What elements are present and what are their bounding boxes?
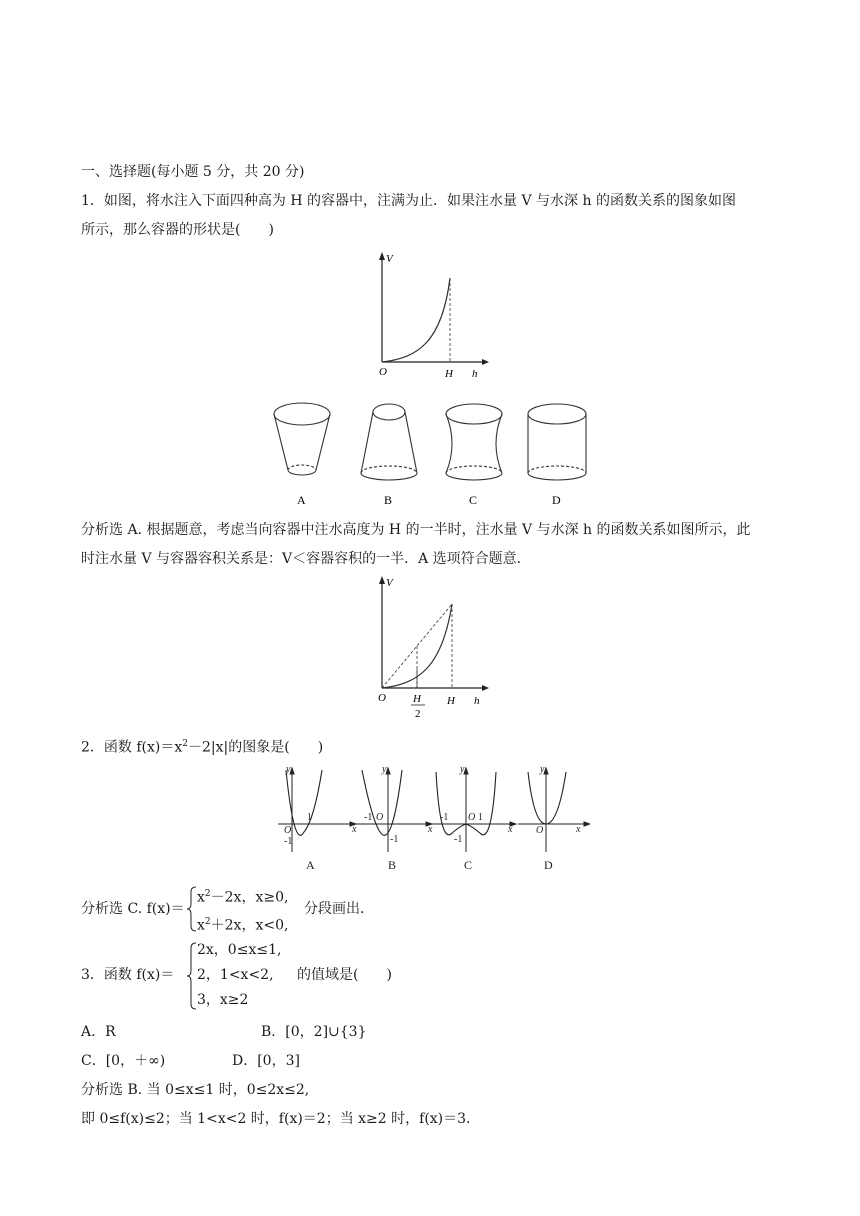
q3-prefix: 3．函数 f(x)＝	[81, 967, 175, 983]
q3-case2: 2，1<x<2,	[197, 967, 274, 983]
graph-d-x: x	[576, 824, 581, 835]
graph-a-x: x	[352, 824, 357, 835]
tick-label-h-max: H	[447, 695, 455, 707]
graph-label-a: A	[306, 858, 315, 872]
graph-b-t2: -1	[390, 834, 399, 845]
graph-c-o: O	[468, 812, 476, 823]
q3-analysis-line1: 分析选 B. 当 0≤x≤1 时，0≤2x≤2,	[81, 1082, 310, 1098]
container-label-b: B	[384, 493, 393, 507]
axis-label-h: h	[474, 695, 480, 707]
origin-label: O	[378, 692, 386, 704]
graph-d-y: y	[540, 764, 545, 775]
graph-c-x: x	[508, 824, 513, 835]
graph-c-y: y	[460, 764, 465, 775]
q3-option-b: B．[0，2]∪{3}	[261, 1024, 367, 1040]
axis-label-v: V	[386, 253, 393, 265]
q1-stem-line1: 1．如图，将水注入下面四种高为 H 的容器中，注满为止．如果注水量 V 与水深 h 的函数关系的图象如图	[81, 193, 736, 209]
graph-a-t2: -1	[284, 836, 293, 847]
q1-graph	[370, 250, 490, 380]
section-title: 一、选择题(每小题 5 分，共 20 分)	[81, 164, 305, 180]
graph-c-t1: -1	[440, 812, 449, 823]
half-h-denominator: 2	[415, 708, 421, 720]
q2-analysis-suffix: 分段画出．	[304, 901, 374, 917]
q3-option-a: A．R	[81, 1024, 116, 1040]
graph-a-o: O	[284, 825, 292, 836]
q2-analysis-prefix: 分析选 C. f(x)＝	[81, 901, 185, 917]
origin-label: O	[379, 366, 387, 378]
container-c	[446, 404, 502, 480]
q1-analysis-line1: 分析选 A. 根据题意，考虑当向容器中注水高度为 H 的一半时，注水量 V 与水深 h 的函数关系如图所示，此	[81, 522, 751, 538]
graph-b-o: O	[376, 812, 384, 823]
graph-label-c: C	[464, 858, 473, 872]
graph-b-x: x	[428, 824, 433, 835]
tick-label-h-max: H	[445, 368, 453, 380]
q3-option-d: D．[0，3]	[232, 1053, 300, 1069]
graph-a-t1: 1	[307, 812, 312, 823]
graph-d-o: O	[536, 825, 544, 836]
graph-label-b: B	[388, 858, 397, 872]
container-label-d: D	[552, 493, 561, 507]
q1-stem-line2: 所示，那么容器的形状是( )	[81, 222, 274, 238]
container-label-a: A	[297, 493, 306, 507]
graph-b-t1: -1	[364, 812, 373, 823]
graph-c-t3: -1	[454, 834, 463, 845]
q3-case1: 2x，0≤x≤1,	[197, 942, 282, 958]
q1-containers	[268, 398, 598, 510]
graph-label-d: D	[544, 858, 553, 872]
q2-stem: 2．函数 $f(x)=x^2-2|x|$的图象是( )	[81, 739, 324, 756]
axis-label-v: V	[386, 577, 393, 589]
q1-analysis-graph	[370, 574, 490, 722]
volume-curve	[382, 278, 450, 362]
container-b	[361, 404, 417, 480]
q2-graphs	[270, 762, 590, 874]
container-d	[528, 404, 586, 480]
graph-b-y: y	[382, 764, 387, 775]
axis-label-h: h	[472, 368, 478, 380]
q2-case1: $x^2-2x$，x≥0,	[197, 889, 289, 906]
q3-suffix: 的值域是( )	[297, 967, 392, 983]
q3-case3: 3，x≥2	[197, 992, 249, 1008]
container-a	[274, 403, 330, 475]
graph-d	[518, 768, 590, 852]
half-h-numerator: H	[413, 693, 421, 705]
q3-analysis-line2: 即 0≤f(x)≤2；当 1<x<2 时，f(x)＝2；当 x≥2 时，f(x)＝3.	[81, 1111, 471, 1127]
container-label-c: C	[469, 493, 478, 507]
q1-analysis-line2: 时注水量 V 与容器容积关系是：V＜容器容积的一半．A 选项符合题意．	[81, 551, 531, 567]
q2-case2: $x^2+2x$，x<0,	[197, 917, 289, 934]
q3-option-c: C．[0，＋∞)	[81, 1053, 166, 1069]
graph-c-t2: 1	[478, 812, 483, 823]
graph-c	[432, 768, 516, 852]
graph-a-y: y	[286, 764, 291, 775]
